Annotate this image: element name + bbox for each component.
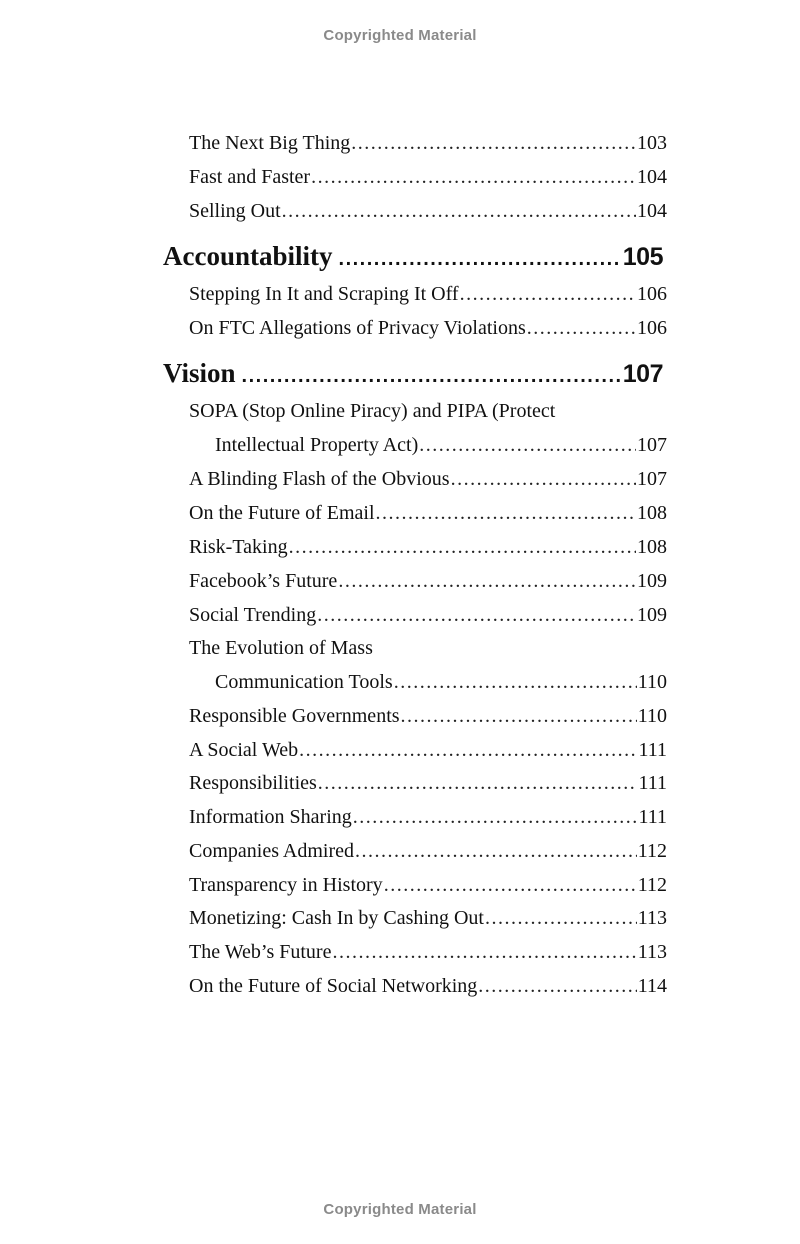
toc-entry-page: 110 bbox=[637, 705, 667, 727]
toc-section-vision[interactable] bbox=[163, 358, 663, 390]
dot-leader bbox=[394, 669, 637, 695]
toc-entry-page: 106 bbox=[637, 283, 667, 305]
toc-entry-page: 113 bbox=[637, 907, 667, 929]
toc-entry-page: 109 bbox=[637, 604, 667, 626]
toc-entry-page: 106 bbox=[637, 317, 667, 339]
toc-section-title: Accountability bbox=[163, 241, 333, 271]
toc-entry-title: Companies Admired bbox=[189, 840, 354, 862]
toc-entry-title: Responsible Governments bbox=[189, 705, 400, 727]
toc-entry-title: Transparency in History bbox=[189, 874, 383, 896]
toc-entry-page: 109 bbox=[637, 570, 667, 592]
toc-entry-page: 111 bbox=[638, 806, 667, 828]
dot-leader bbox=[485, 905, 637, 931]
toc-entry[interactable] bbox=[189, 905, 667, 931]
toc-section-page: 107 bbox=[622, 360, 663, 388]
dot-leader bbox=[332, 939, 636, 965]
dot-leader bbox=[355, 838, 637, 864]
toc-entry-page: 110 bbox=[637, 671, 667, 693]
copyright-header: Copyrighted Material bbox=[323, 27, 477, 44]
toc-entry[interactable] bbox=[189, 635, 667, 661]
toc-entry[interactable] bbox=[189, 398, 667, 424]
dot-leader bbox=[318, 770, 638, 796]
toc-entry-title: The Web’s Future bbox=[189, 941, 332, 963]
dot-leader bbox=[353, 804, 638, 830]
toc-entry[interactable] bbox=[189, 703, 667, 729]
toc-entry-title: Stepping In It and Scraping It Off bbox=[189, 283, 459, 305]
toc-entry[interactable] bbox=[189, 872, 667, 898]
toc-entry-title: A Blinding Flash of the Obvious bbox=[189, 468, 450, 490]
toc-entry[interactable] bbox=[189, 568, 667, 594]
toc-entry-page: 111 bbox=[638, 772, 667, 794]
toc-entry-title: Facebook’s Future bbox=[189, 570, 338, 592]
toc-entry-page: 104 bbox=[637, 166, 667, 188]
dot-leader bbox=[401, 703, 637, 729]
toc-entry[interactable] bbox=[189, 281, 667, 307]
toc-entry-page: 108 bbox=[637, 502, 667, 524]
toc-entry-page: 104 bbox=[637, 200, 667, 222]
toc-entry[interactable] bbox=[189, 315, 667, 341]
toc-entry-page: 111 bbox=[638, 739, 667, 761]
toc-entry[interactable] bbox=[189, 164, 667, 190]
toc-entry[interactable] bbox=[189, 838, 667, 864]
toc-entry[interactable] bbox=[189, 737, 667, 763]
dot-leader bbox=[317, 602, 636, 628]
toc-entry-page: 114 bbox=[637, 975, 667, 997]
toc-entry-title: Responsibilities bbox=[189, 772, 317, 794]
dot-leader bbox=[478, 973, 636, 999]
toc-entry-continuation[interactable] bbox=[215, 669, 667, 695]
toc-entry-title: On the Future of Email bbox=[189, 502, 375, 524]
toc-entry-title-continued: Intellectual Property Act) bbox=[215, 434, 419, 456]
toc-entry[interactable] bbox=[189, 198, 667, 224]
toc-entry-title-continued: Communication Tools bbox=[215, 671, 393, 693]
toc-entry-title: A Social Web bbox=[189, 739, 299, 761]
dot-leader bbox=[299, 737, 637, 763]
dot-leader bbox=[376, 500, 636, 526]
toc-entry-title: The Evolution of Mass bbox=[189, 637, 373, 659]
toc-entry-title: The Next Big Thing bbox=[189, 132, 351, 154]
toc-section-title: Vision bbox=[163, 358, 236, 388]
toc-entry[interactable] bbox=[189, 500, 667, 526]
toc-entry-page: 108 bbox=[637, 536, 667, 558]
toc-entry-title: Information Sharing bbox=[189, 806, 352, 828]
dot-leader bbox=[338, 568, 636, 594]
dot-leader bbox=[460, 281, 636, 307]
toc-entry-title: On FTC Allegations of Privacy Violations bbox=[189, 317, 526, 339]
toc-entry-title: Social Trending bbox=[189, 604, 317, 626]
copyright-footer: Copyrighted Material bbox=[323, 1201, 477, 1218]
toc-entry[interactable] bbox=[189, 466, 667, 492]
toc-entry-page: 112 bbox=[637, 874, 667, 896]
dot-leader bbox=[419, 432, 636, 458]
toc-entry[interactable] bbox=[189, 130, 667, 156]
toc-entry[interactable] bbox=[189, 534, 667, 560]
toc-section-page: 105 bbox=[622, 243, 663, 271]
dot-leader bbox=[527, 315, 636, 341]
toc-entry[interactable] bbox=[189, 939, 667, 965]
toc-entry-title: Selling Out bbox=[189, 200, 281, 222]
toc-entry-page: 112 bbox=[637, 840, 667, 862]
toc-entry-title: Risk-Taking bbox=[189, 536, 288, 558]
dot-leader bbox=[339, 248, 621, 271]
toc-entry-title: On the Future of Social Networking bbox=[189, 975, 478, 997]
toc-entry[interactable] bbox=[189, 973, 667, 999]
toc-section-accountability[interactable] bbox=[163, 241, 663, 273]
toc-entry-page: 113 bbox=[637, 941, 667, 963]
dot-leader bbox=[311, 164, 636, 190]
toc-entry-page: 103 bbox=[637, 132, 667, 154]
toc-entry-continuation[interactable] bbox=[215, 432, 667, 458]
toc-entry-title: SOPA (Stop Online Piracy) and PIPA (Protect bbox=[189, 400, 556, 422]
toc-entry-title: Fast and Faster bbox=[189, 166, 311, 188]
toc-entry[interactable] bbox=[189, 770, 667, 796]
dot-leader bbox=[282, 198, 636, 224]
dot-leader bbox=[451, 466, 636, 492]
toc-entry-page: 107 bbox=[637, 468, 667, 490]
dot-leader bbox=[242, 365, 621, 388]
dot-leader bbox=[289, 534, 636, 560]
toc-entry[interactable] bbox=[189, 804, 667, 830]
toc-entry[interactable] bbox=[189, 602, 667, 628]
dot-leader bbox=[351, 130, 636, 156]
toc-entry-page: 107 bbox=[637, 434, 667, 456]
toc-entry-title: Monetizing: Cash In by Cashing Out bbox=[189, 907, 484, 929]
dot-leader bbox=[384, 872, 637, 898]
